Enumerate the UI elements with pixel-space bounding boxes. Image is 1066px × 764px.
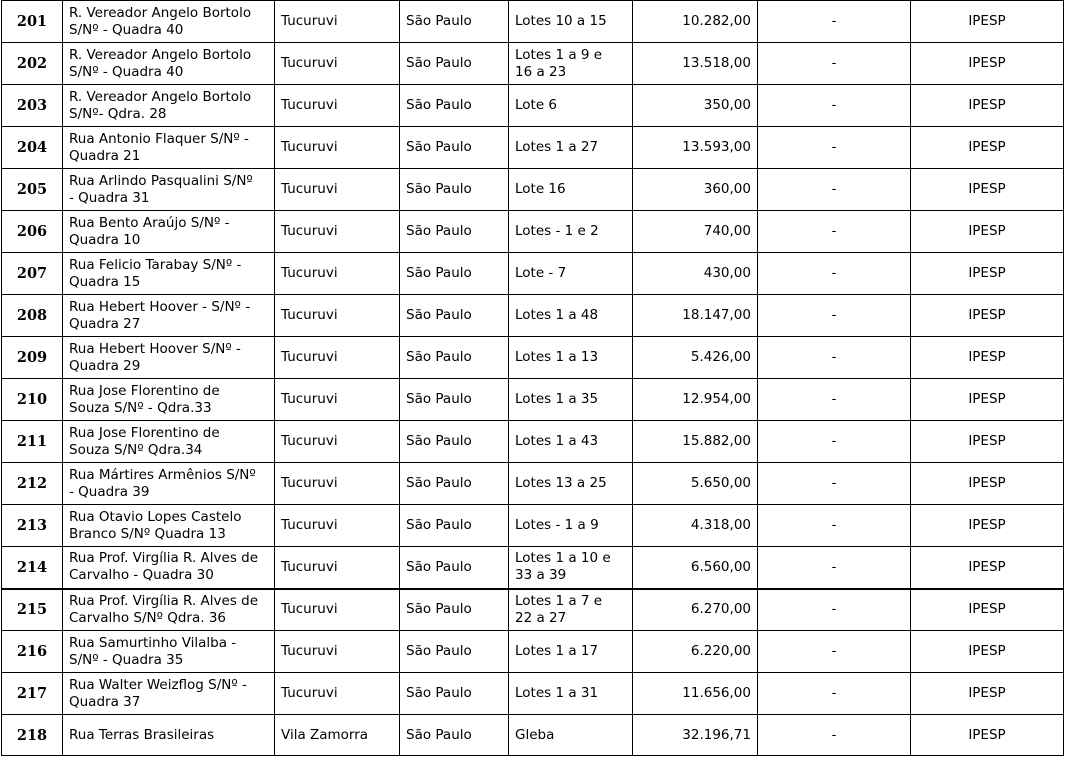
lots-cell: Lotes - 1 a 9 [509,505,633,547]
empty-value-cell: - [758,631,911,673]
city-cell: São Paulo [400,421,509,463]
owner-cell: IPESP [911,1,1064,43]
address-cell: Rua Walter Weizflog S/Nº - Quadra 37 [63,673,275,715]
table-row [2,463,1064,505]
city-cell: São Paulo [400,1,509,43]
address-cell: Rua Bento Araújo S/Nº - Quadra 10 [63,211,275,253]
row-number: 207 [2,253,63,295]
address-cell: R. Vereador Angelo Bortolo S/Nº- Qdra. 28 [63,85,275,127]
owner-cell: IPESP [911,421,1064,463]
district-cell: Tucuruvi [275,85,400,127]
lots-cell: Lotes - 1 e 2 [509,211,633,253]
empty-value-cell: - [758,253,911,295]
row-number: 202 [2,43,63,85]
area-cell: 12.954,00 [633,379,758,421]
district-cell: Tucuruvi [275,505,400,547]
lots-cell: Lotes 1 a 27 [509,127,633,169]
owner-cell: IPESP [911,505,1064,547]
district-cell: Tucuruvi [275,295,400,337]
owner-cell: IPESP [911,463,1064,505]
city-cell: São Paulo [400,295,509,337]
lots-cell: Lotes 10 a 15 [509,1,633,43]
city-cell: São Paulo [400,85,509,127]
district-cell: Tucuruvi [275,421,400,463]
row-number: 212 [2,463,63,505]
table-row [2,169,1064,211]
table-row [2,295,1064,337]
address-cell: Rua Samurtinho Vilalba - S/Nº - Quadra 35 [63,631,275,673]
owner-cell: IPESP [911,85,1064,127]
area-cell: 4.318,00 [633,505,758,547]
empty-value-cell: - [758,211,911,253]
city-cell: São Paulo [400,715,509,756]
area-cell: 18.147,00 [633,295,758,337]
table-row [2,673,1064,715]
address-cell: Rua Antonio Flaquer S/Nº - Quadra 21 [63,127,275,169]
district-cell: Tucuruvi [275,43,400,85]
empty-value-cell: - [758,673,911,715]
owner-cell: IPESP [911,43,1064,85]
table-row [2,43,1064,85]
address-cell: Rua Otavio Lopes Castelo Branco S/Nº Quadra 13 [63,505,275,547]
empty-value-cell: - [758,1,911,43]
property-table [1,0,1064,756]
lots-cell: Lotes 1 a 13 [509,337,633,379]
table-row [2,421,1064,463]
row-number: 214 [2,547,63,589]
empty-value-cell: - [758,589,911,631]
district-cell: Tucuruvi [275,379,400,421]
city-cell: São Paulo [400,211,509,253]
area-cell: 430,00 [633,253,758,295]
row-number: 203 [2,85,63,127]
empty-value-cell: - [758,421,911,463]
city-cell: São Paulo [400,337,509,379]
owner-cell: IPESP [911,295,1064,337]
owner-cell: IPESP [911,211,1064,253]
city-cell: São Paulo [400,505,509,547]
owner-cell: IPESP [911,253,1064,295]
area-cell: 360,00 [633,169,758,211]
row-number: 205 [2,169,63,211]
district-cell: Tucuruvi [275,337,400,379]
area-cell: 740,00 [633,211,758,253]
table-row [2,337,1064,379]
lots-cell: Lotes 1 a 7 e 22 a 27 [509,589,633,631]
owner-cell: IPESP [911,673,1064,715]
owner-cell: IPESP [911,337,1064,379]
district-cell: Vila Zamorra [275,715,400,756]
address-cell: Rua Hebert Hoover S/Nº - Quadra 29 [63,337,275,379]
area-cell: 13.593,00 [633,127,758,169]
lots-cell: Lotes 1 a 43 [509,421,633,463]
row-number: 209 [2,337,63,379]
empty-value-cell: - [758,547,911,589]
area-cell: 350,00 [633,85,758,127]
table-row [2,379,1064,421]
area-cell: 5.650,00 [633,463,758,505]
owner-cell: IPESP [911,715,1064,756]
area-cell: 32.196,71 [633,715,758,756]
table-row [2,715,1064,756]
empty-value-cell: - [758,715,911,756]
area-cell: 5.426,00 [633,337,758,379]
row-number: 215 [2,589,63,631]
address-cell: Rua Terras Brasileiras [63,715,275,756]
city-cell: São Paulo [400,547,509,589]
empty-value-cell: - [758,505,911,547]
row-number: 216 [2,631,63,673]
row-number: 218 [2,715,63,756]
address-cell: Rua Prof. Virgília R. Alves de Carvalho S/Nº Qdra. 36 [63,589,275,631]
empty-value-cell: - [758,337,911,379]
owner-cell: IPESP [911,379,1064,421]
empty-value-cell: - [758,379,911,421]
empty-value-cell: - [758,43,911,85]
table-row [2,85,1064,127]
address-cell: Rua Hebert Hoover - S/Nº - Quadra 27 [63,295,275,337]
row-number: 213 [2,505,63,547]
table-row [2,1,1064,43]
lots-cell: Lotes 1 a 35 [509,379,633,421]
district-cell: Tucuruvi [275,631,400,673]
owner-cell: IPESP [911,547,1064,589]
empty-value-cell: - [758,295,911,337]
table-row [2,631,1064,673]
lots-cell: Lote 6 [509,85,633,127]
row-number: 210 [2,379,63,421]
address-cell: Rua Mártires Armênios S/Nº - Quadra 39 [63,463,275,505]
row-number: 206 [2,211,63,253]
city-cell: São Paulo [400,253,509,295]
lots-cell: Lotes 1 a 10 e 33 a 39 [509,547,633,589]
table-row [2,211,1064,253]
address-cell: R. Vereador Angelo Bortolo S/Nº - Quadra 40 [63,1,275,43]
row-number: 204 [2,127,63,169]
district-cell: Tucuruvi [275,547,400,589]
district-cell: Tucuruvi [275,463,400,505]
area-cell: 15.882,00 [633,421,758,463]
row-number: 208 [2,295,63,337]
district-cell: Tucuruvi [275,169,400,211]
lots-cell: Lote 16 [509,169,633,211]
district-cell: Tucuruvi [275,589,400,631]
table-row [2,589,1064,631]
address-cell: Rua Arlindo Pasqualini S/Nº - Quadra 31 [63,169,275,211]
table-row [2,253,1064,295]
lots-cell: Lotes 1 a 9 e 16 a 23 [509,43,633,85]
area-cell: 6.270,00 [633,589,758,631]
area-cell: 6.220,00 [633,631,758,673]
address-cell: R. Vereador Angelo Bortolo S/Nº - Quadra 40 [63,43,275,85]
district-cell: Tucuruvi [275,211,400,253]
empty-value-cell: - [758,85,911,127]
table-body [2,1,1064,756]
district-cell: Tucuruvi [275,1,400,43]
city-cell: São Paulo [400,631,509,673]
owner-cell: IPESP [911,127,1064,169]
lots-cell: Lotes 1 a 48 [509,295,633,337]
table-row [2,127,1064,169]
city-cell: São Paulo [400,127,509,169]
district-cell: Tucuruvi [275,673,400,715]
lots-cell: Lote - 7 [509,253,633,295]
empty-value-cell: - [758,169,911,211]
area-cell: 11.656,00 [633,673,758,715]
empty-value-cell: - [758,127,911,169]
city-cell: São Paulo [400,169,509,211]
district-cell: Tucuruvi [275,253,400,295]
row-number: 217 [2,673,63,715]
owner-cell: IPESP [911,631,1064,673]
area-cell: 13.518,00 [633,43,758,85]
lots-cell: Lotes 1 a 31 [509,673,633,715]
city-cell: São Paulo [400,589,509,631]
district-cell: Tucuruvi [275,127,400,169]
owner-cell: IPESP [911,169,1064,211]
row-number: 201 [2,1,63,43]
table-row [2,505,1064,547]
address-cell: Rua Prof. Virgília R. Alves de Carvalho - Quadra 30 [63,547,275,589]
empty-value-cell: - [758,463,911,505]
city-cell: São Paulo [400,43,509,85]
lots-cell: Gleba [509,715,633,756]
city-cell: São Paulo [400,463,509,505]
area-cell: 10.282,00 [633,1,758,43]
row-number: 211 [2,421,63,463]
lots-cell: Lotes 1 a 17 [509,631,633,673]
city-cell: São Paulo [400,673,509,715]
area-cell: 6.560,00 [633,547,758,589]
address-cell: Rua Jose Florentino de Souza S/Nº - Qdra.33 [63,379,275,421]
city-cell: São Paulo [400,379,509,421]
address-cell: Rua Jose Florentino de Souza S/Nº Qdra.34 [63,421,275,463]
lots-cell: Lotes 13 a 25 [509,463,633,505]
owner-cell: IPESP [911,589,1064,631]
address-cell: Rua Felicio Tarabay S/Nº - Quadra 15 [63,253,275,295]
table-row [2,547,1064,589]
